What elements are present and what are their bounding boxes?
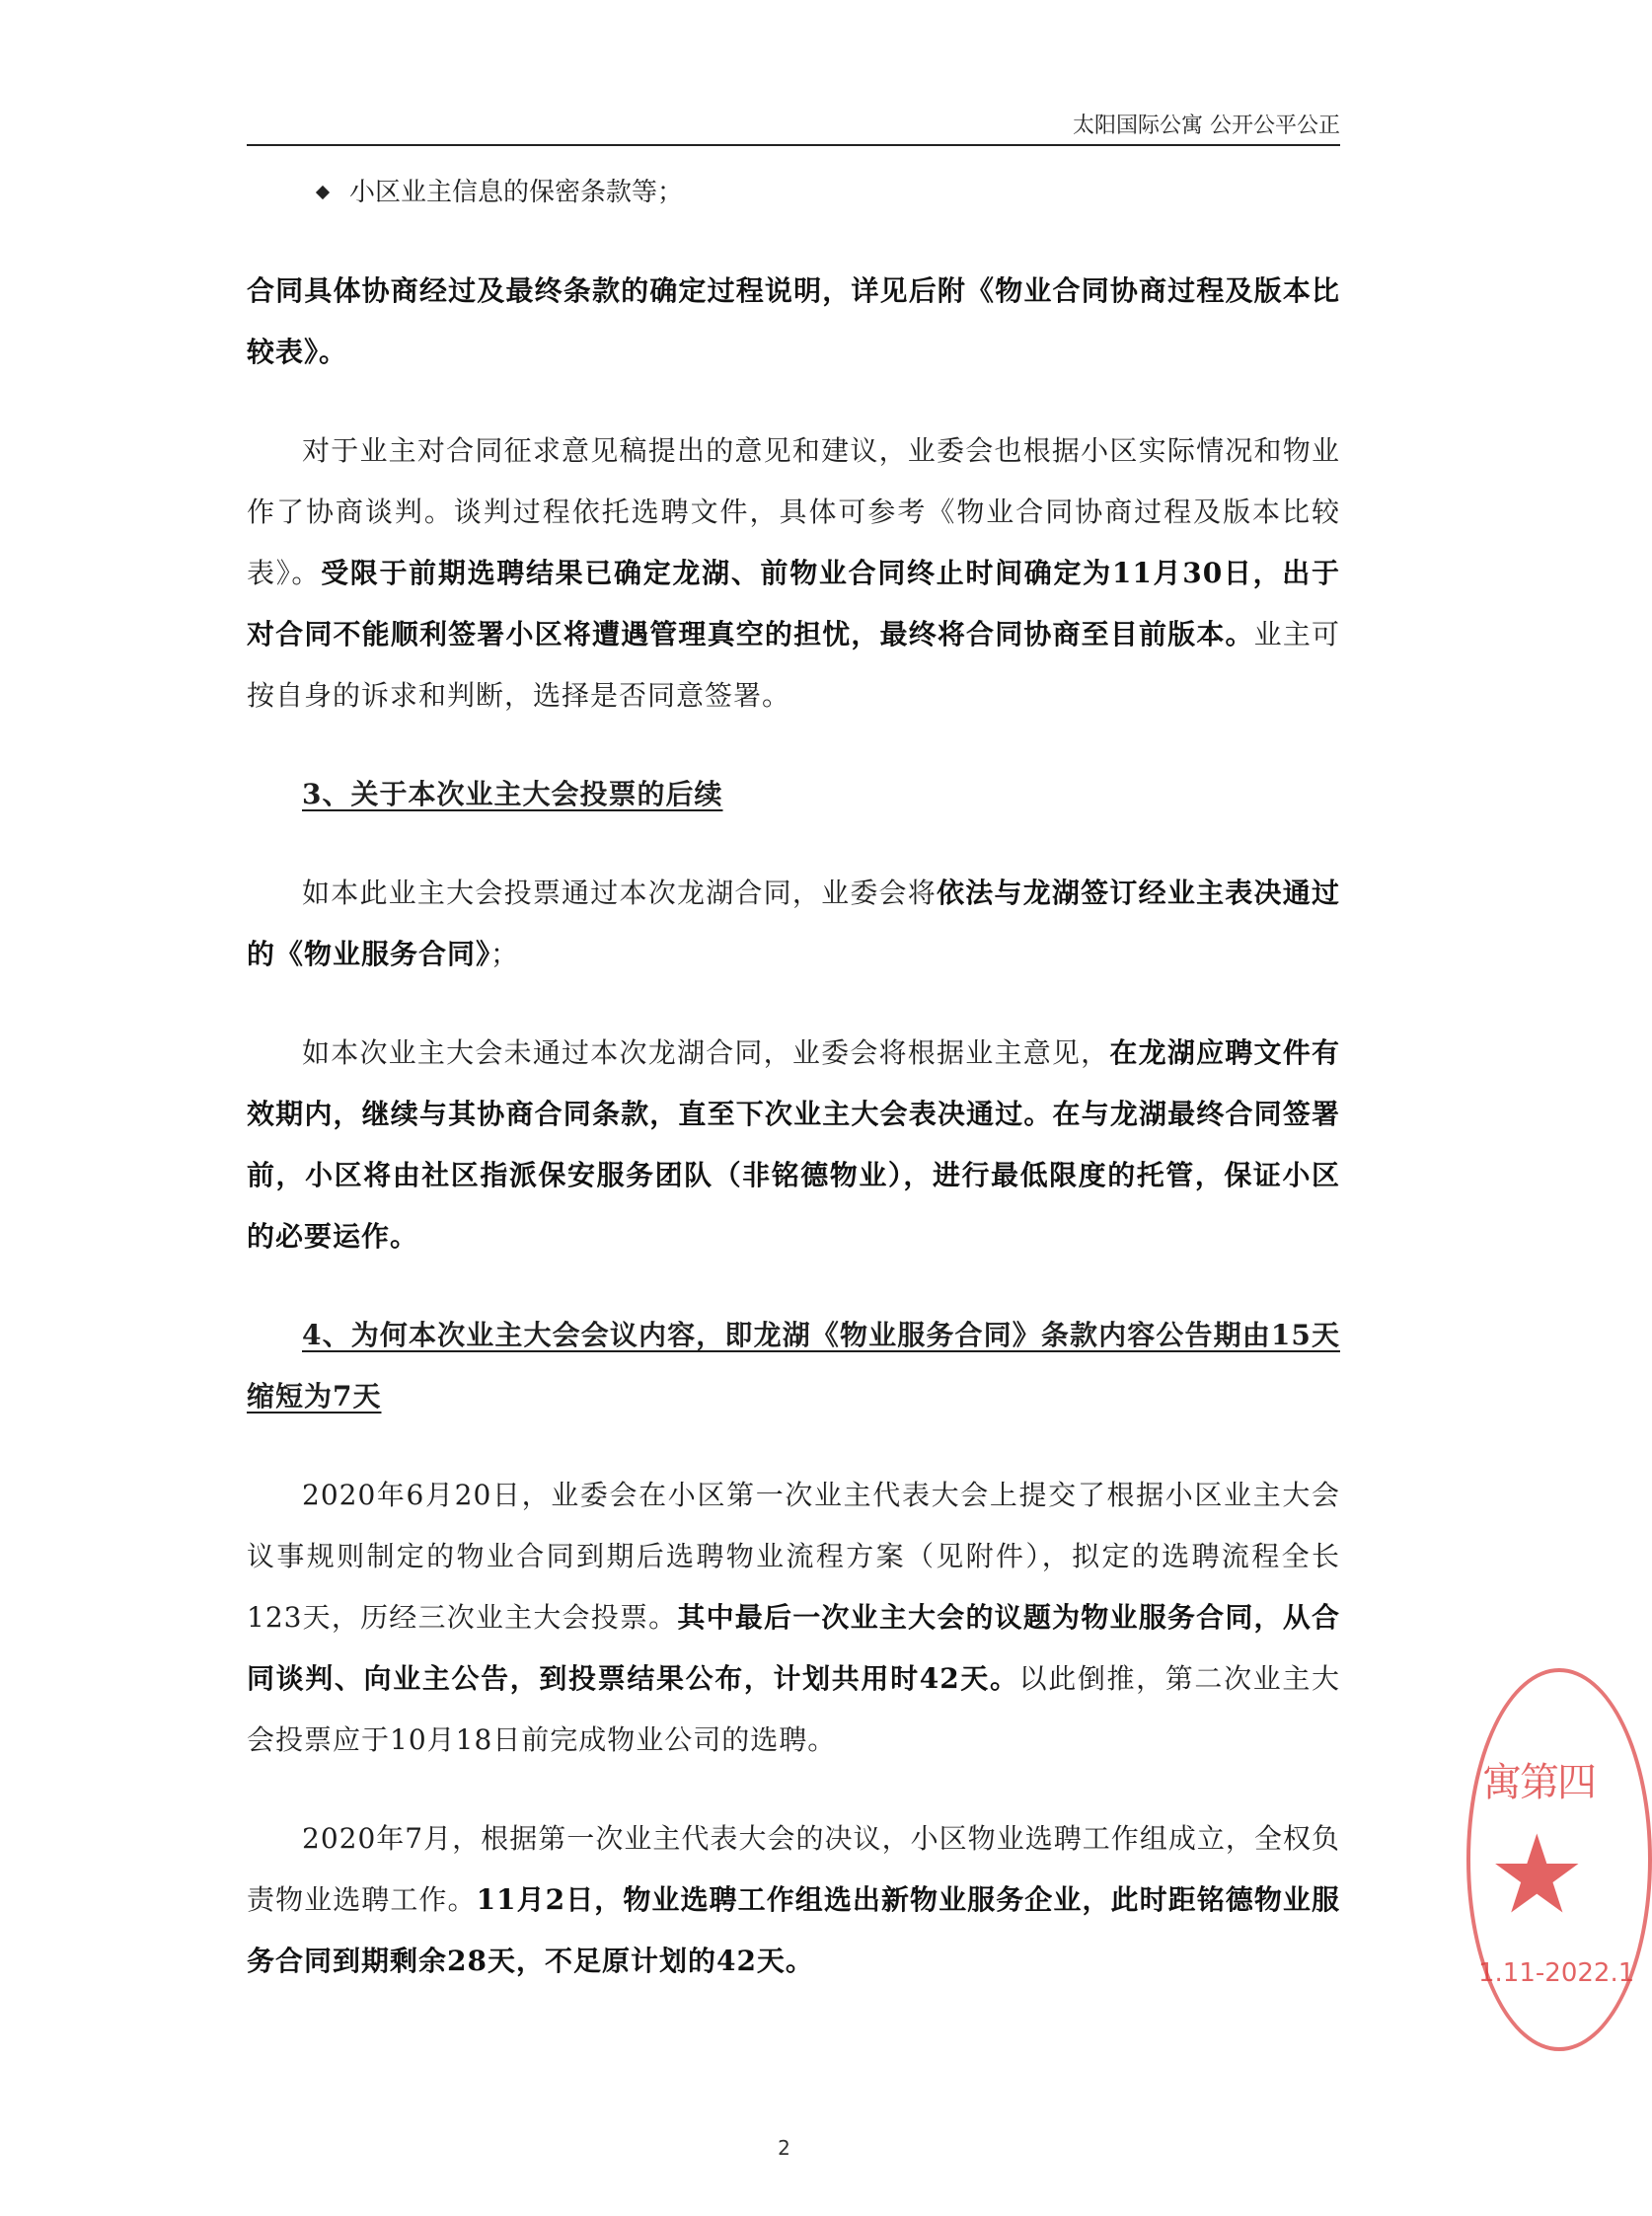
text-run: 业主可按自身的诉求和判断，选择是否同意签署。: [247, 618, 1340, 712]
paragraph-timeline-june: [247, 1465, 1340, 1771]
text-run: 2020年6月20日，业委会在小区第一次业主代表大会上提交了根据小区业主大会议事规则制定的物业合同到期后选聘物业流程方案（见附件），拟定的选聘流程全长123天，历经三次业主大会投票。: [247, 1479, 1340, 1634]
text-run: 对于业主对合同征求意见稿提出的意见和建议，业委会也根据小区实际情况和物业作了协商谈判。谈判过程依托选聘文件，具体可参考《物业合同协商过程及版本比较表》。: [247, 434, 1340, 589]
text-run: 如本次业主大会未通过本次龙湖合同，业委会将根据业主意见，: [302, 1036, 1110, 1069]
paragraph-contract-negotiation: [247, 261, 1340, 383]
bold-text: 11月2日，物业选聘工作组选出新物业服务企业，此时距铭德物业服务合同到期剩余28天，不足原计划的42天。: [247, 1883, 1340, 1977]
document-body: [247, 162, 1340, 1992]
paragraph-vote-failed: [247, 1023, 1340, 1267]
star-icon: ★: [1488, 1811, 1586, 1938]
page-number: 2: [778, 2136, 790, 2160]
heading-text: 3、关于本次业主大会投票的后续: [302, 778, 723, 810]
bold-text: 依法与龙湖签订经业主表决通过的《物业服务合同》: [247, 877, 1340, 970]
paragraph-timeline-july: [247, 1808, 1340, 1992]
bold-text: 受限于前期选聘结果已确定龙湖、前物业合同终止时间确定为11月30日，出于对合同不能顺利签署小区将遭遇管理真空的担忧，最终将合同协商至目前版本。: [247, 557, 1340, 650]
bold-text: 其中最后一次业主大会的议题为物业服务合同，从合同谈判、向业主公告，到投票结果公布，计划共用时42天。: [247, 1601, 1340, 1695]
text-run: ；: [490, 938, 520, 970]
paragraph-vote-passed: [247, 863, 1340, 985]
paragraph-owner-opinions: [247, 420, 1340, 726]
bold-text: 在龙湖应聘文件有效期内，继续与其协商合同条款，直至下次业主大会表决通过。在与龙湖最终合同签署前，小区将由社区指派保安服务团队（非铭德物业），进行最低限度的托管，保证小区的必要运作。: [247, 1036, 1340, 1253]
section-heading-4: [247, 1305, 1340, 1427]
text-run: 2020年7月，根据第一次业主代表大会的决议，小区物业选聘工作组成立，全权负责物业选聘工作。: [247, 1822, 1340, 1916]
bullet-text: 小区业主信息的保密条款等；: [349, 178, 684, 207]
page-header: 太阳国际公寓 公开公平公正: [1073, 114, 1340, 138]
stamp-date: 1.11-2022.1: [1478, 1958, 1635, 1988]
bold-text: 合同具体协商经过及最终条款的确定过程说明，详见后附《物业合同协商过程及版本比较表》。: [247, 274, 1340, 368]
text-run: 如本此业主大会投票通过本次龙湖合同，业委会将: [302, 877, 938, 909]
header-rule: [247, 144, 1340, 146]
text-run: 以此倒推，第二次业主大会投票应于10月18日前完成物业公司的选聘。: [247, 1662, 1340, 1756]
heading-text: 4、为何本次业主大会会议内容，即龙湖《物业服务合同》条款内容公告期由15天缩短为7天: [247, 1319, 1340, 1413]
bullet-item: [247, 162, 1340, 223]
stamp-text: 寓第四: [1482, 1760, 1595, 1805]
red-seal-stamp: [1466, 1668, 1652, 2051]
section-heading-3: [247, 764, 1340, 825]
